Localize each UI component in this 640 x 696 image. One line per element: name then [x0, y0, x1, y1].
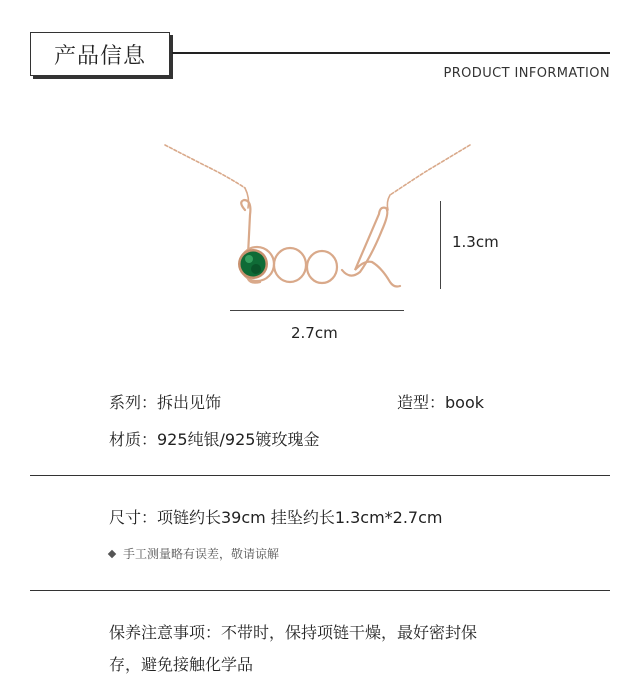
width-dimension-label: 2.7cm: [291, 324, 338, 342]
spec-series: 系列：拆出见饰: [109, 393, 222, 412]
measurement-note: [109, 545, 279, 562]
care-line-2: 存，避免接触化学品: [109, 655, 254, 674]
spec-shape: 造型：book: [397, 393, 485, 412]
measurement-note-text: 手工测量略有误差，敬请谅解: [123, 547, 280, 561]
care-line-1: 保养注意事项：不带时，保持项链干燥，最好密封保: [109, 623, 478, 642]
section-subtitle: PRODUCT INFORMATION: [443, 66, 610, 81]
section-title-text: 产品信息: [53, 43, 146, 69]
spec-material: 材质：925纯银/925镀玫瑰金: [109, 430, 320, 449]
width-dimension-line: [230, 310, 404, 311]
section-title: [30, 32, 170, 76]
title-divider: [172, 52, 610, 54]
necklace-pendant-image: [150, 130, 490, 310]
height-dimension-line: [440, 201, 441, 289]
care-instructions: [109, 617, 539, 681]
divider-2: [30, 590, 610, 591]
height-dimension-label: 1.3cm: [452, 233, 499, 251]
diamond-bullet-icon: [108, 549, 116, 557]
divider-1: [30, 475, 610, 476]
spec-size: 尺寸：项链约长39cm 挂坠约长1.3cm*2.7cm: [109, 508, 443, 527]
